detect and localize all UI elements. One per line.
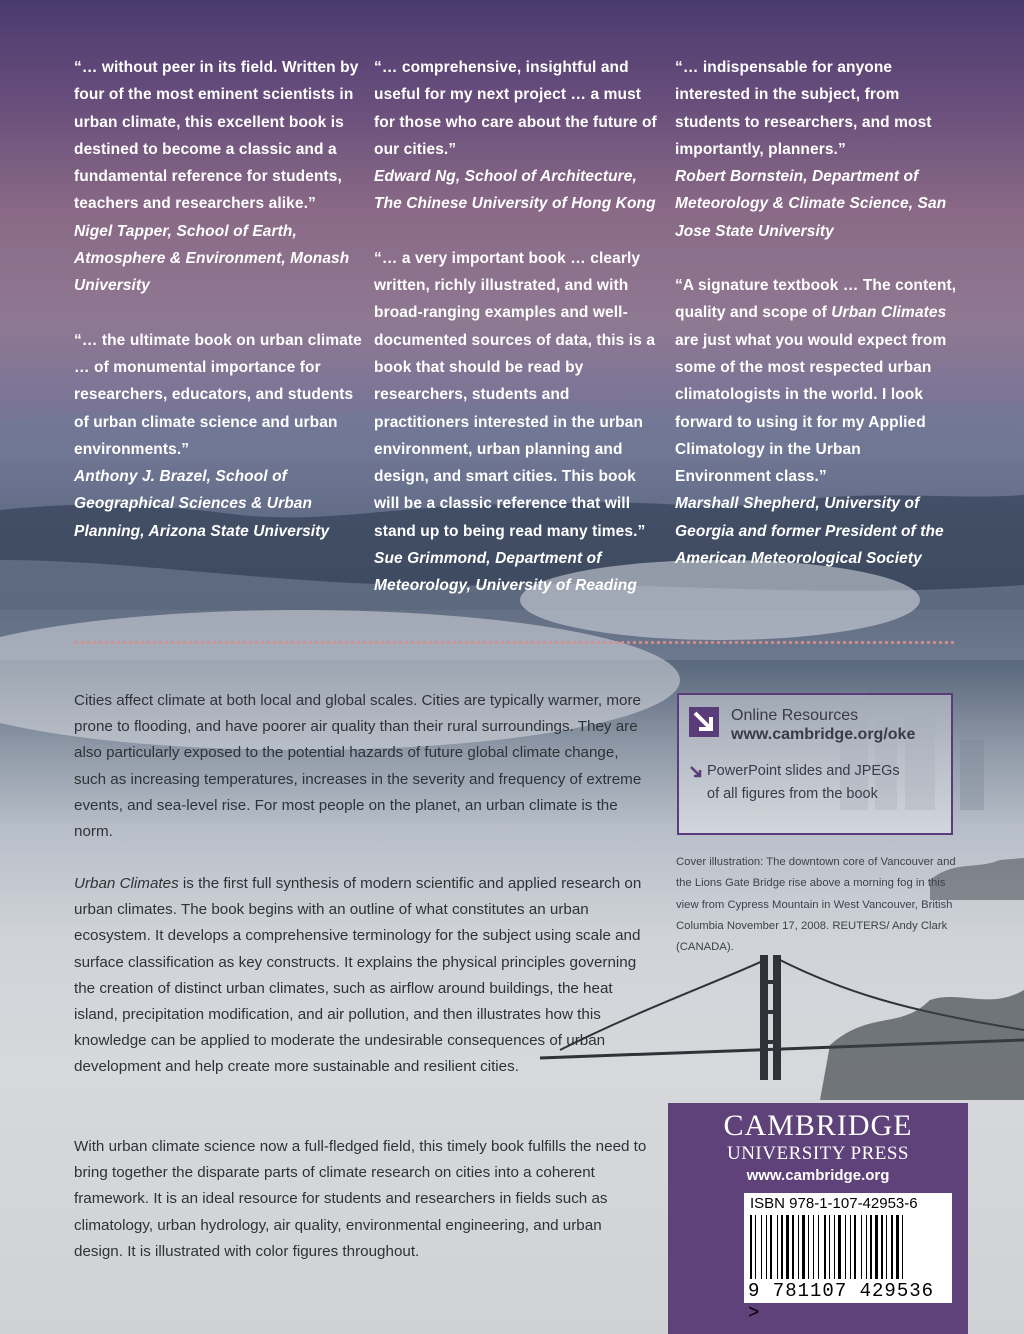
description-paragraph-2: [74, 871, 654, 1081]
arrow-down-right-icon: [689, 707, 719, 737]
description-paragraph-1: [74, 688, 654, 845]
quote-attribution: Edward Ng, School of Architecture, The Chinese University of Hong Kong: [374, 168, 656, 213]
quote-attribution: Anthony J. Brazel, School of Geographical Sciences & Urban Planning, Arizona State University: [74, 468, 330, 540]
description-text: With urban climate science now a full-fledged field, this timely book fulfills the need to bring together the disparate parts of climate research on cities into a coherent framework. It is an ideal resource for students and researchers in fields such as climatology, urban hydrology, air quality, environmental engineering, and urban design. It is illustrated with color figures throughout.: [74, 1138, 647, 1260]
quote-attribution: Robert Bornstein, Department of Meteorology & Climate Science, San Jose State University: [675, 168, 947, 240]
quote-text-end: are just what you would expect from some of the most respected urban climatologists in the world. I look forward to using it for my Applied Climatology in the Urban Environment class.”: [675, 331, 947, 486]
quote-text: “… comprehensive, insightful and useful for my next project … a must for those who care about the future of our cities.”: [374, 59, 657, 158]
quote-text: “… without peer in its field. Written by four of the most eminent scientists in urban climate, this excellent book is destined to become a classic and a fundamental reference for students, teachers and researchers alike.”: [74, 59, 359, 213]
quote-text: [675, 272, 960, 490]
online-resources-box: [677, 693, 953, 835]
quote-text: “… a very important book … clearly written, richly illustrated, and with broad-ranging examples and well-documented sources of data, this is a book that should be read by researchers, students and practitioners interested in the urban environment, urban planning and design, and smart cities. This book will be a classic reference that will stand up to being read many times.”: [374, 249, 656, 540]
description-text: [74, 871, 654, 1081]
dotted-divider: [74, 641, 954, 644]
review-quote: [74, 327, 364, 545]
review-quote: [74, 54, 364, 300]
barcode-number: 9 781107 429536 >: [748, 1280, 935, 1324]
online-resources-link[interactable]: www.cambridge.org/oke: [731, 726, 916, 743]
quote-attribution: Marshall Shepherd, University of Georgia and former President of the American Meteorological Society: [675, 495, 944, 568]
description-paragraph-3: [74, 1134, 654, 1265]
review-quote: [374, 54, 659, 218]
resource-line-2: of all figures from the book: [707, 786, 878, 802]
online-resources-title: Online Resources: [731, 707, 859, 724]
book-title-italic: Urban Climates: [831, 304, 947, 322]
quote-attribution: Nigel Tapper, School of Earth, Atmosphere & Environment, Monash University: [74, 222, 350, 295]
review-quote: [675, 54, 960, 245]
quote-text-start: “A signature textbook … The content, quality and scope of: [675, 277, 957, 322]
barcode-graphic: [748, 1215, 948, 1279]
quote-text: “… the ultimate book on urban climate … of monumental importance for researchers, educators, and students of urban climate science and urban environments.”: [74, 331, 362, 458]
cover-caption: Cover illustration: The downtown core of Vancouver and the Lions Gate Bridge rise above a morning fog in this view from Cypress Mountain in West Vancouver, British Columbia November 17, 2008. REUTERS/ Andy Clark (CANADA).: [676, 856, 956, 954]
isbn-barcode-box: [744, 1193, 952, 1324]
review-quote: [675, 272, 960, 572]
publisher-url: www.cambridge.org: [746, 1167, 890, 1184]
quote-column-1: [74, 54, 364, 572]
publisher-press: UNIVERSITY PRESS: [726, 1143, 909, 1164]
quote-attribution: Sue Grimmond, Department of Meteorology, University of Reading: [374, 550, 637, 595]
description-text: Cities affect climate at both local and global scales. Cities are typically warmer, more prone to flooding, and have poorer air quality than their rural surroundings. They are also particularly exposed to the potential hazards of future global climate change, such as increasing temperatures, increases in the severity and frequency of extreme events, and sea-level rise. For most people on the planet, an urban climate is the norm.: [74, 692, 642, 841]
book-title-italic: Urban Climates: [74, 875, 179, 892]
resource-line-1: PowerPoint slides and JPEGs: [707, 763, 900, 779]
publisher-block: [668, 1103, 968, 1334]
small-arrow-icon: [689, 765, 703, 779]
description-text-rest: is the first full synthesis of modern scientific and applied research on urban climates. The book begins with an outline of what constitutes an urban ecosystem. It develops a comprehensive terminology for the subject using scale and surface classification as key constructs. It explains the physical principles governing the creation of distinct urban climates, such as airflow around buildings, the heat island, precipitation modification, and air pollution, and then illustrates how this knowledge can be applied to moderate the undesirable consequences of urban development and help create more sustainable and resilient cities.: [74, 875, 642, 1076]
quote-column-3: [675, 54, 960, 599]
quote-column-2: [374, 54, 659, 627]
quote-text: “… indispensable for anyone interested in the subject, from students to researchers, and most importantly, planners.”: [675, 59, 932, 158]
isbn-number: ISBN 978-1-107-42953-6: [750, 1195, 918, 1212]
publisher-name: CAMBRIDGE: [723, 1109, 913, 1142]
review-quote: [374, 245, 659, 600]
